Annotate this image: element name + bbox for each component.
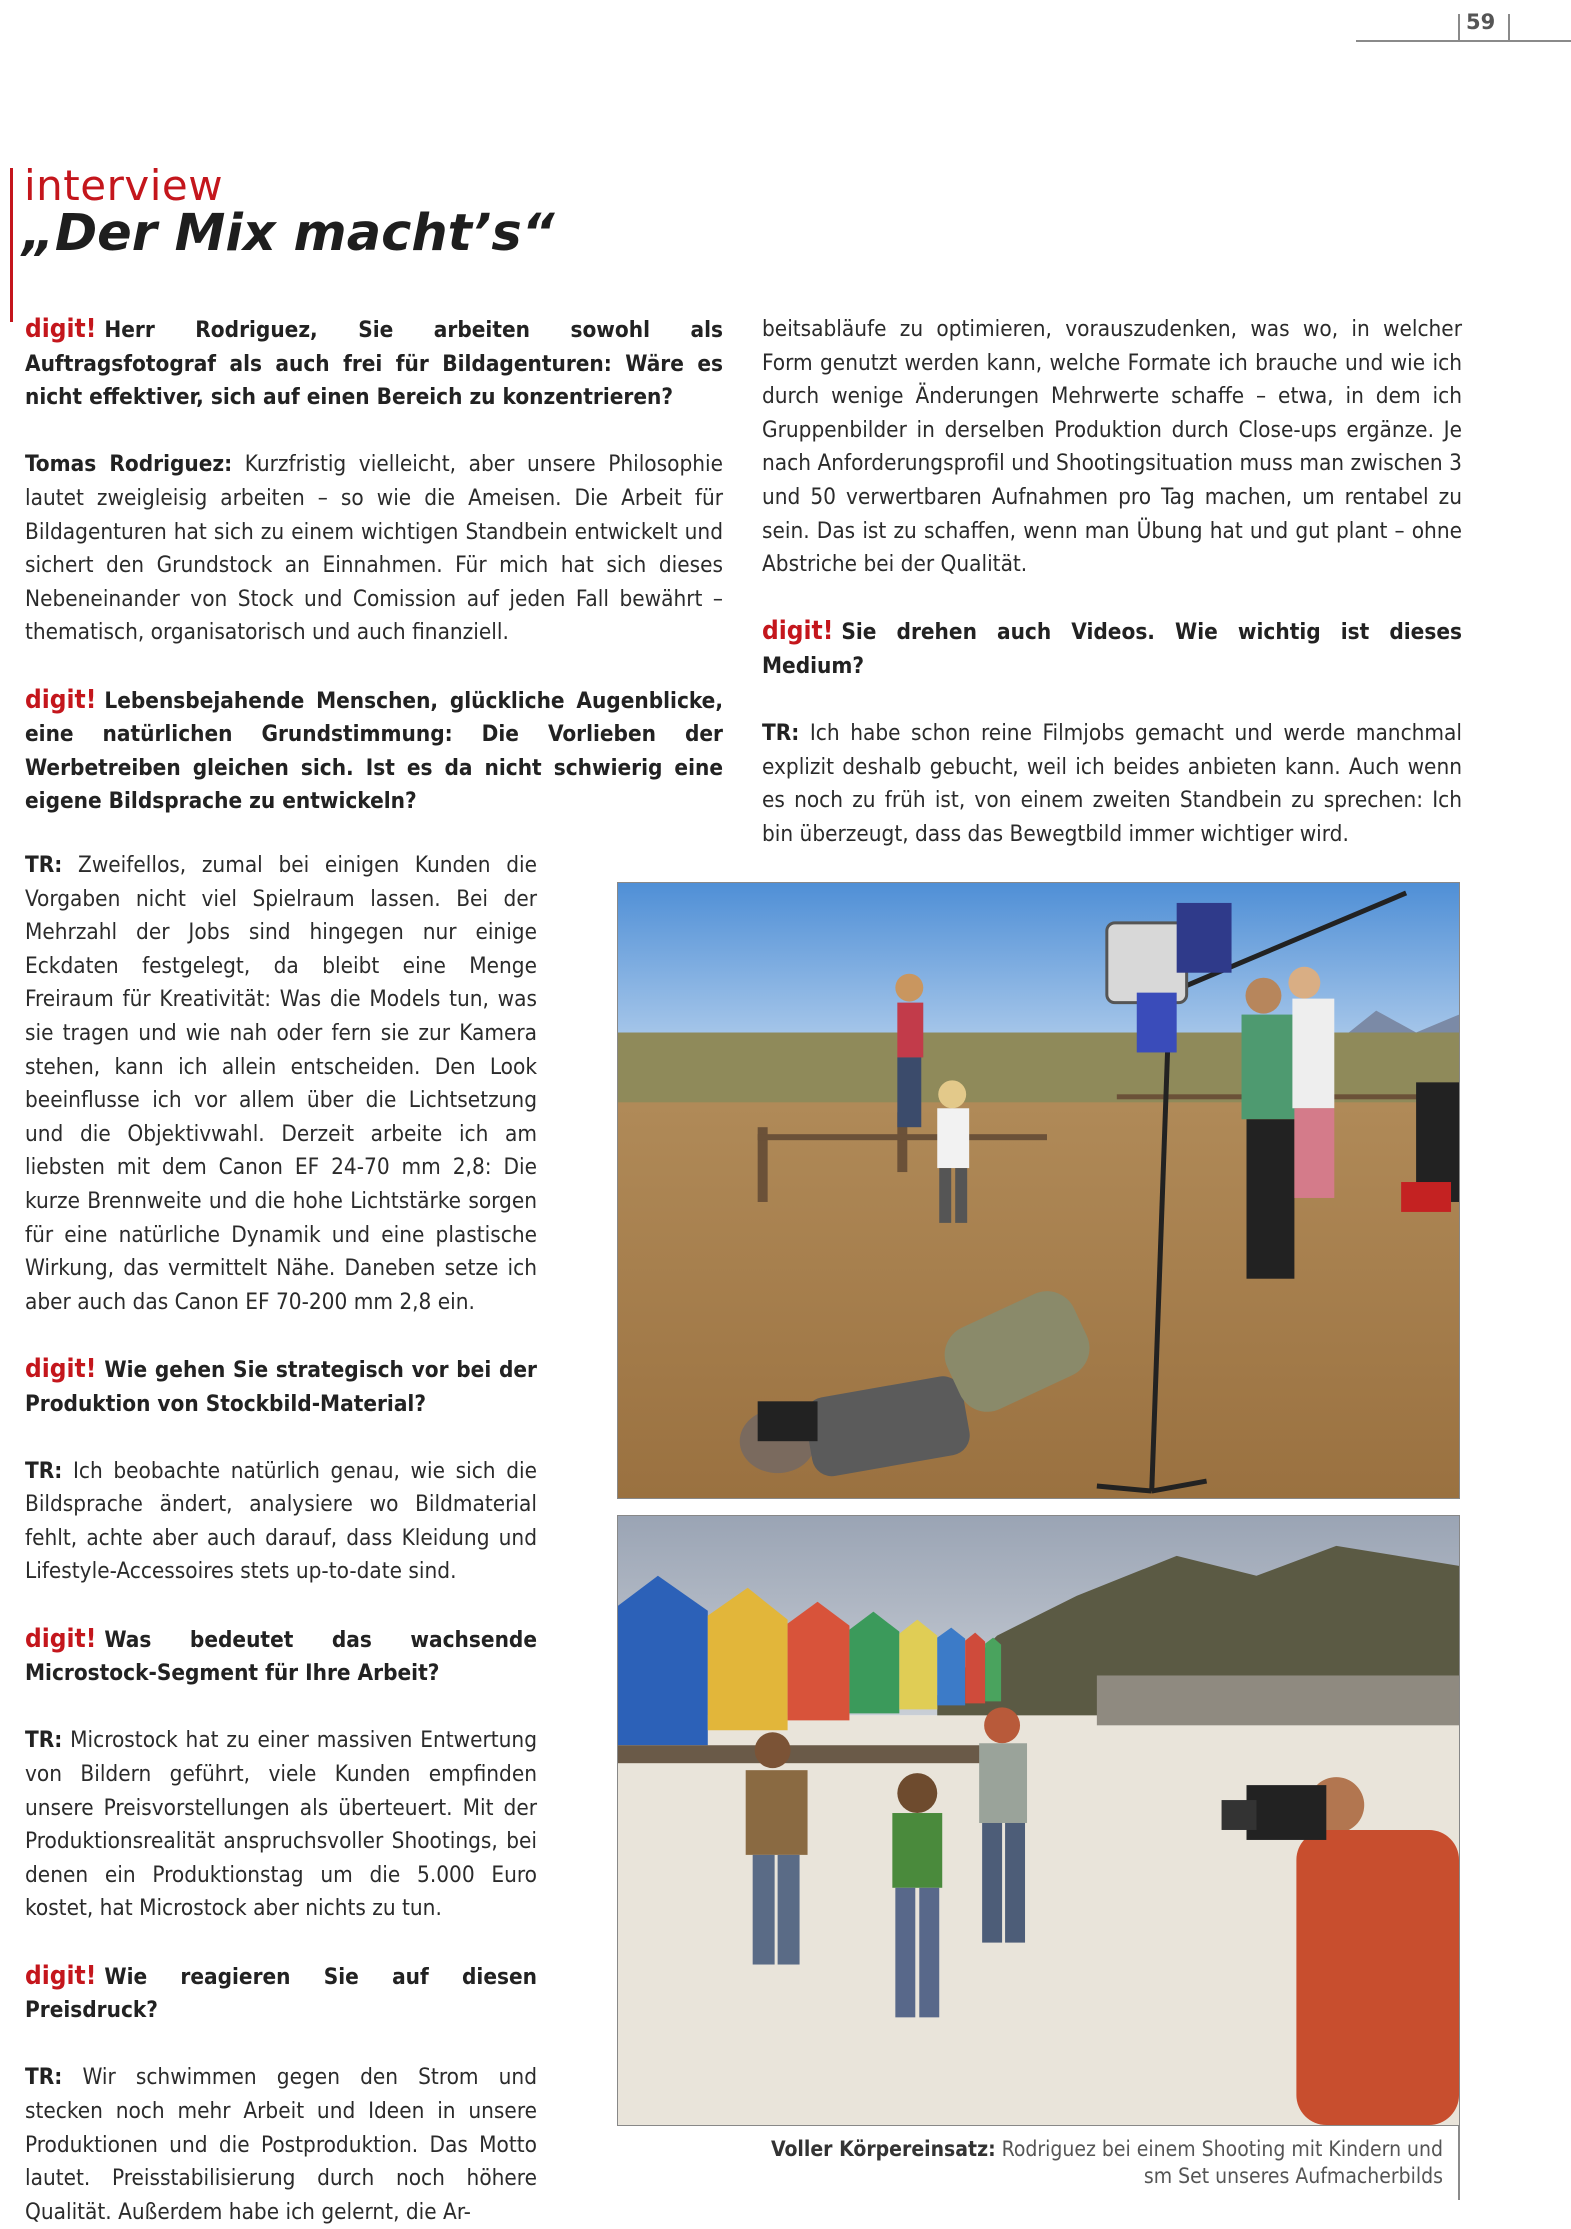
speaker-label: TR: [25,2064,63,2091]
header-accent-bar [10,168,13,322]
brand-label: digit! [25,684,97,715]
brand-label: digit! [25,1960,97,1991]
answer-1-text: Kurzfristig vielleicht, aber unsere Philosophie lautet zweigleisig arbeiten – so wie die Ameisen. Die Arbeit für Bildagenturen hat sich zu einem wichtigen Standbein entwickelt und sichert den Grundstock an Einnahmen. Für mich hat sich dieses Nebeneinander von Stock und Comission auf jeden Fall bewährt – thematisch, organisatorisch und auch finanziell. [25,451,723,646]
answer-3 [25,1455,537,1589]
question-4 [25,1623,537,1691]
caption-lead: Voller Körpereinsatz: [770,2137,996,2161]
text-column-left-top [25,313,723,819]
question-1 [25,313,723,415]
question-5-text: Wie reagieren Sie auf diesen Preisdruck? [25,1963,537,2024]
question-5 [25,1960,537,2028]
page-number: 59 [1466,10,1496,34]
question-video [762,615,1462,683]
brand-label: digit! [762,616,834,647]
answer-5-text: Wir schwimmen gegen den Strom und stecken noch mehr Arbeit und Ideen in unsere Produktionen und die Postproduktion. Das Motto lautet. Preisstabilisierung durch noch höhere Qualität. Außerdem habe ich gelernt, die Ar- [25,2064,537,2225]
header-rule [1356,40,1571,42]
question-1-text: Herr Rodriguez, Sie arbeiten sowohl als Auftragsfotograf als auch frei für Bildagenturen: Wäre es nicht effektiver, sich auf einen Bereich zu konzentrieren? [25,317,723,411]
text-column-right-top [762,313,1462,852]
question-4-text: Was bedeutet das wachsende Microstock-Segment für Ihre Arbeit? [25,1626,537,1687]
caption-divider [1458,2126,1460,2200]
answer-4-text: Microstock hat zu einer massiven Entwertung von Bildern geführt, viele Kunden empfinden unsere Preisvorstellungen als überteuert. Mit der Produktionsrealität anspruchsvoller Shootings, bei denen ein Produktionstag um die 5.000 Euro kostet, hat Microstock aber nichts zu tun. [25,1727,537,1922]
answer-1 [25,448,723,650]
speaker-label: TR: [25,1457,63,1484]
speaker-label: TR: [25,1727,63,1754]
question-2-text: Lebensbejahende Menschen, glückliche Augenblicke, eine natürlichen Grundstimmung: Die Vorlieben der Werbetreiben gleichen sich. Ist es da nicht schwierig eine eigene Bildsprache zu entwickeln? [25,687,723,815]
answer-3-text: Ich beobachte natürlich genau, wie sich die Bildsprache ändert, analysiere wo Bildmaterial fehlt, achte aber auch darauf, dass Kleidung und Lifestyle-Accessoires stets up-to-date sind. [25,1457,537,1585]
photo-beach-shooting [617,1515,1460,2126]
caption-text: Rodriguez bei einem Shooting mit Kindern und sm Set unseres Aufmacherbilds [1001,2137,1443,2188]
page-number-divider-left [1458,14,1460,42]
answer-4 [25,1724,537,1926]
photo-shooting-with-children [617,882,1460,1499]
brand-label: digit! [25,1353,97,1384]
question-3 [25,1353,537,1421]
brand-label: digit! [25,1623,97,1654]
answer-2-text: Zweifellos, zumal bei einigen Kunden die Vorgaben nicht viel Spielraum lassen. Bei der Mehrzahl der Jobs sind hingegen nur einige Eckdaten festgelegt, da bleibt eine Menge Freiraum für Kreativität: Was die Models tun, was sie tragen und wie nah oder fern sie zur Kamera stehen, kann ich allein entscheiden. Den Look beeinflusse ich vor allem über die Lichtsetzung und die Objektivwahl. Derzeit arbeite ich am liebsten mit dem Canon EF 24-70 mm 2,8: Die kurze Brennweite und die hohe Lichtstärke sorgen für eine natürliche Dynamik und eine plastische Wirkung, das vermittelt Nähe. Daneben setze ich aber auch das Canon EF 70-200 mm 2,8 ein. [25,852,537,1315]
answer-continued: beitsabläufe zu optimieren, vorauszudenken, was wo, in welcher Form genutzt werden kann, welche Formate ich brauche und wie ich durch wenige Änderungen Mehrwerte schaffe – etwa, in dem ich Gruppenbilder in derselben Produktion durch Close-ups ergänze. Je nach Anforderungsprofil und Shootingsituation muss man zwischen 3 und 50 verwertbaren Aufnahmen pro Tag machen, um rentabel zu sein. Das ist zu schaffen, wenn man Übung hat und gut plant – ohne Abstriche bei der Qualität. [762,316,1462,578]
text-column-bottom-left [25,849,537,2229]
brand-label: digit! [25,314,97,344]
photo-caption [743,2136,1443,2190]
speaker-label: TR: [762,720,800,747]
answer-video [762,717,1462,851]
question-2 [25,684,723,819]
answer-5 [25,2061,537,2229]
answer-2 [25,849,537,1319]
question-3-text: Wie gehen Sie strategisch vor bei der Produktion von Stockbild-Material? [25,1356,537,1417]
page-number-divider-right [1508,14,1510,42]
question-video-text: Sie drehen auch Videos. Wie wichtig ist dieses Medium? [762,619,1462,679]
speaker-label: TR: [25,852,63,878]
section-kicker: interview [24,161,224,210]
speaker-label: Tomas Rodriguez: [25,451,233,478]
answer-video-text: Ich habe schon reine Filmjobs gemacht und werde manchmal explizit deshalb gebucht, weil ich beides anbieten kann. Auch wenn es noch zu früh ist, von einem zweiten Standbein zu sprechen: Ich bin überzeugt, dass das Bewegtbild immer wichtiger wird. [762,720,1462,847]
article-title: „Der Mix macht’s“ [22,204,555,263]
